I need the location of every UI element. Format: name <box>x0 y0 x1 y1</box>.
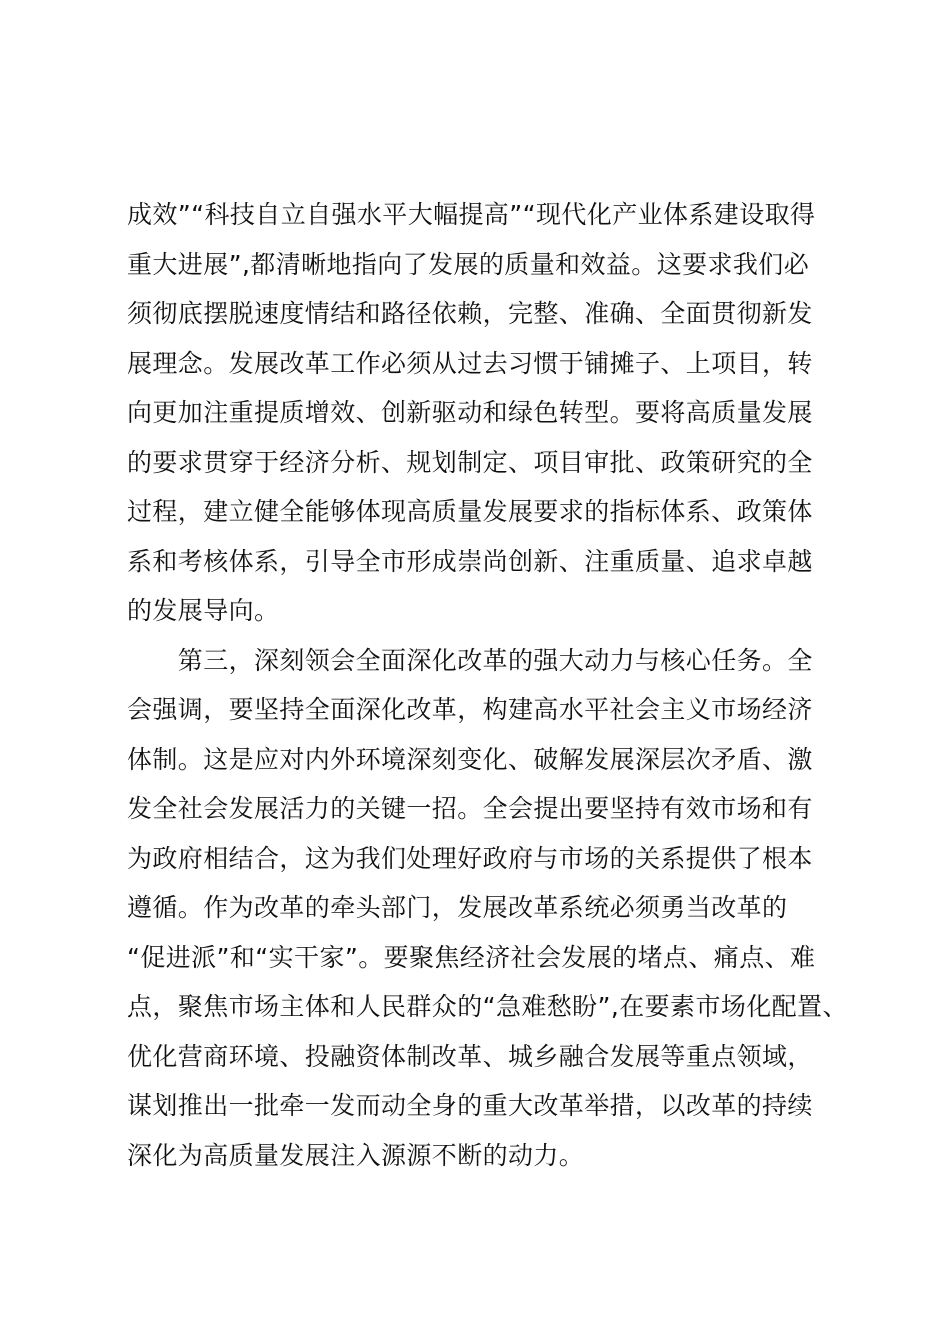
text-line: 会强调，要坚持全面深化改革，构建高水平社会主义市场经济 <box>127 695 813 724</box>
text-line: “促进派”和“实干家”。要聚焦经济社会发展的堵点、痛点、难 <box>127 942 816 972</box>
text-line: 点，聚焦市场主体和人民群众的“急难愁盼”,在要素市场化配置、 <box>127 992 848 1021</box>
text-line: 过程，建立健全能够体现高质量发展要求的指标体系、政策体 <box>127 497 813 526</box>
text-line: 深化为高质量发展注入源源不断的动力。 <box>127 1140 585 1170</box>
text-line: 遵循。作为改革的牵头部门，发展改革系统必须勇当改革的 <box>127 893 788 922</box>
text-line: 的发展导向。 <box>127 596 280 625</box>
text-line: 须彻底摆脱速度情结和路径依赖，完整、准确、全面贯彻新发 <box>127 299 813 328</box>
text-line: 体制。这是应对内外环境深刻变化、破解发展深层次矛盾、激 <box>127 744 813 774</box>
text-line: 向更加注重提质增效、创新驱动和绿色转型。要将高质量发展 <box>127 398 813 427</box>
paragraph-start-line: 第三，深刻领会全面深化改革的强大动力与核心任务。全 <box>127 645 813 675</box>
text-line: 发全社会发展活力的关键一招。全会提出要坚持有效市场和有 <box>127 794 813 823</box>
text-line: 优化营商环境、投融资体制改革、城乡融合发展等重点领域， <box>127 1041 813 1071</box>
text-line: 的要求贯穿于经济分析、规划制定、项目审批、政策研究的全 <box>127 447 813 477</box>
text-line: 展理念。发展改革工作必须从过去习惯于铺摊子、上项目，转 <box>127 348 813 378</box>
text-line: 重大进展”,都清晰地指向了发展的质量和效益。这要求我们必 <box>127 249 810 279</box>
text-line: 谋划推出一批牵一发而动全身的重大改革举措，以改革的持续 <box>127 1091 813 1120</box>
body-text <box>127 190 848 1180</box>
text-line: 系和考核体系，引导全市形成崇尚创新、注重质量、追求卓越 <box>127 546 813 576</box>
text-line: 为政府相结合，这为我们处理好政府与市场的关系提供了根本 <box>127 843 813 873</box>
text-line: 成效”“科技自立自强水平大幅提高”“现代化产业体系建设取得 <box>127 200 816 229</box>
